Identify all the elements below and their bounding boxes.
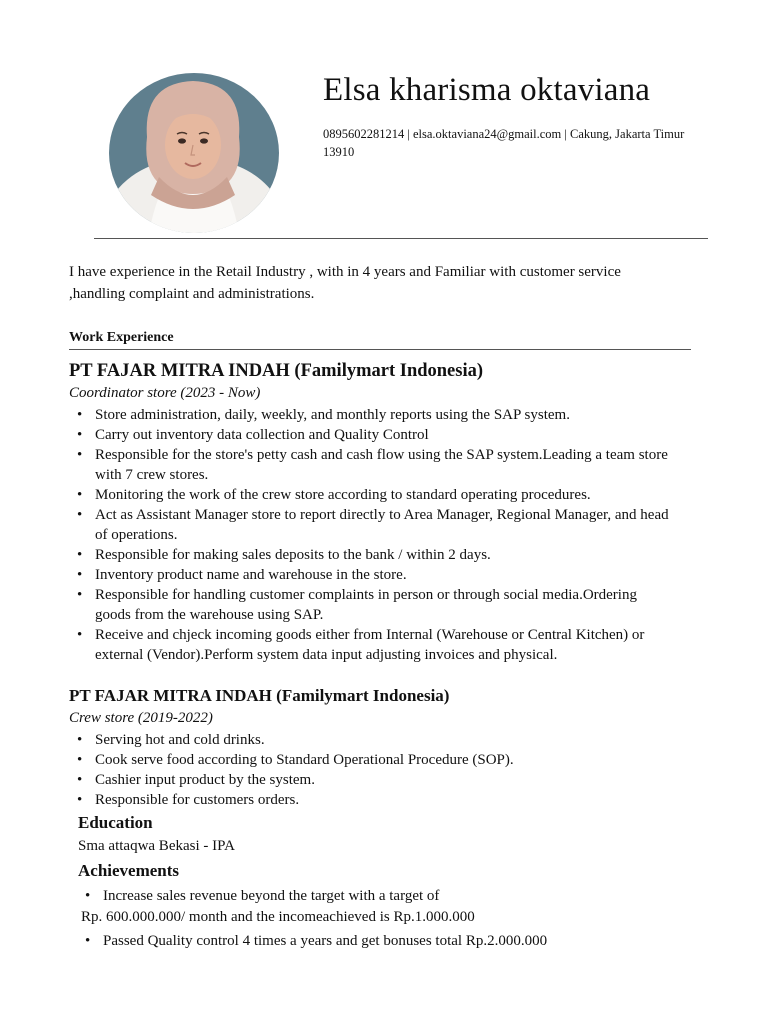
job-role: Crew store (2019-2022) — [69, 710, 213, 726]
duty-item: • Responsible for making sales deposits to the bank / within 2 days. — [69, 545, 669, 565]
header-divider — [94, 238, 708, 239]
job-role: Coordinator store (2023 - Now) — [69, 385, 261, 401]
duty-item: • Responsible for handling customer complaints in person or through social media.Ordering goods from the warehouse using SAP. — [69, 585, 669, 625]
job-company: PT FAJAR MITRA INDAH (Familymart Indonesia) — [69, 686, 450, 705]
work-experience-heading: Work Experience — [69, 330, 174, 345]
duty-item: • Cook serve food according to Standard Operational Procedure (SOP). — [69, 750, 669, 770]
candidate-name: Elsa kharisma oktaviana — [323, 72, 651, 108]
education-heading: Education — [78, 813, 153, 832]
education-entry: Sma attaqwa Bekasi - IPA — [78, 838, 235, 854]
duty-item: • Store administration, daily, weekly, and monthly reports using the SAP system. — [69, 405, 669, 425]
achievement-continuation: Rp. 600.000.000/ month and the incomeachieved is Rp.1.000.000 — [81, 909, 475, 925]
profile-summary: I have experience in the Retail Industry , with in 4 years and Familiar with customer service ,handling complaint and administrations. — [69, 264, 621, 302]
duty-item: • Responsible for the store's petty cash and cash flow using the SAP system.Leading a team store with 7 crew stores. — [69, 445, 669, 485]
job-company: PT FAJAR MITRA INDAH (Familymart Indonesia) — [69, 361, 484, 381]
achievements-heading: Achievements — [78, 861, 180, 880]
duty-item: • Cashier input product by the system. — [69, 770, 669, 790]
duty-item: • Carry out inventory data collection and Quality Control — [69, 425, 669, 445]
duty-item: • Act as Assistant Manager store to report directly to Area Manager, Regional Manager, and head of operations. — [69, 505, 669, 545]
duty-item: • Receive and chjeck incoming goods either from Internal (Warehouse or Central Kitchen) or external (Vendor).Perform system data input adjusting invoices and physical. — [69, 625, 669, 665]
duty-item: • Serving hot and cold drinks. — [69, 730, 669, 750]
duty-item: • Inventory product name and warehouse in the store. — [69, 565, 669, 585]
achievement-list — [77, 931, 697, 951]
job-duties-list — [69, 730, 669, 810]
achievement-item: • Increase sales revenue beyond the target with a target of — [77, 886, 697, 906]
achievement-list — [77, 886, 697, 906]
job-duties-list — [69, 405, 669, 665]
achievement-item: • Passed Quality control 4 times a years and get bonuses total Rp.2.000.000 — [77, 931, 697, 951]
profile-photo — [109, 73, 279, 233]
duty-item: • Monitoring the work of the crew store according to standard operating procedures. — [69, 485, 669, 505]
work-experience-divider — [69, 349, 691, 350]
contact-info: 0895602281214 | elsa.oktaviana24@gmail.com | Cakung, Jakarta Timur 13910 — [323, 127, 685, 159]
duty-item: • Responsible for customers orders. — [69, 790, 669, 810]
